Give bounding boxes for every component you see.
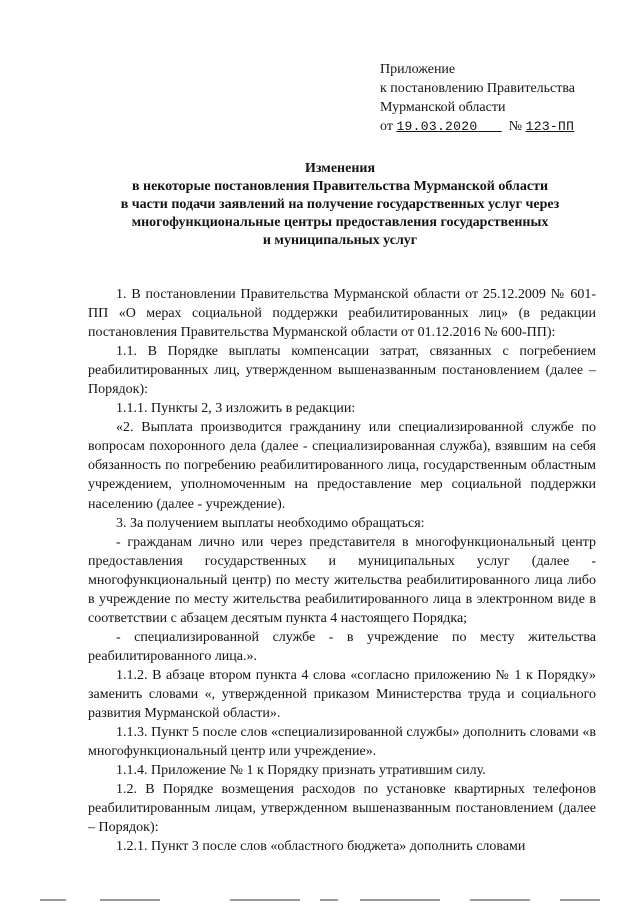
title-line-1: Изменения	[304, 161, 376, 176]
title-line-2: в некоторые постановления Правительства Мурманской области	[131, 179, 549, 194]
approval-date: 19.03.2020	[396, 119, 478, 134]
scan-edge-marks	[0, 894, 640, 905]
approval-number: 123-ПП	[525, 119, 575, 134]
paragraph-citizens: - гражданам лично или через представителя в многофункциональный центр предоставления государственных и муниципальных услуг (далее - многофункциональный центр) по месту жительства реабилитированного лица либо в учреждение по месту жительства реабилитированного лица в электронном виде в соответствии с абзацем десятым пункта 4 настоящего Порядка;	[88, 534, 596, 626]
document-body	[88, 285, 596, 856]
scan-mark	[560, 899, 600, 901]
scan-mark	[40, 899, 66, 901]
paragraph-1-1-1: 1.1.1. Пункты 2, 3 изложить в редакции:	[116, 401, 356, 417]
approval-block	[380, 60, 620, 136]
scan-mark	[470, 899, 530, 901]
paragraph-service: - специализированной службе - в учреждение по месту жительства реабилитированного лица.».	[88, 629, 596, 664]
paragraph-1-1: 1.1. В Порядке выплаты компенсации затрат, связанных с погребением реабилитированных лиц, утвержденном вышеназванным постановлением (далее – Порядок):	[88, 344, 596, 398]
paragraph-item-3: 3. За получением выплаты необходимо обращаться:	[116, 515, 425, 531]
paragraph-1-1-3: 1.1.3. Пункт 5 после слов «специализированной службы» дополнить словами «в многофункциональный центр или учреждение».	[88, 725, 596, 760]
title-line-4: многофункциональные центры предоставления государственных	[131, 215, 549, 230]
title-line-5: и муниципальных услуг	[262, 233, 418, 248]
paragraph-1-1-2: 1.1.2. В абзаце втором пункта 4 слова «согласно приложению № 1 к Порядку» заменить словами «, утвержденной приказом Министерства труда и социального развития Мурманской области».	[88, 667, 596, 722]
paragraph-1-2-1: 1.2.1. Пункт 3 после слов «областного бюджета» дополнить словами	[116, 839, 526, 855]
approval-line-1: Приложение	[380, 62, 456, 77]
document-title	[70, 160, 610, 250]
approval-line-2: к постановлению Правительства	[380, 81, 576, 96]
scan-mark	[230, 899, 300, 901]
approval-date-line	[380, 117, 620, 136]
paragraph-item-2: «2. Выплата производится гражданину или специализированной службе по вопросам похоронного дела (далее - специализированная служба), взявшим на себя обязанность по погребению реабилитированного лица, государственным областным учреждением, уполномоченным на предоставление мер социальной поддержки населению (далее - учреждение).	[88, 420, 596, 512]
title-line-3: в части подачи заявлений на получение государственных услуг через	[120, 197, 560, 212]
paragraph-1-2: 1.2. В Порядке возмещения расходов по установке квартирных телефонов реабилитированным лицам, утвержденном вышеназванным постановлением (далее – Порядок):	[88, 782, 596, 836]
approval-line-3: Мурманской области	[380, 100, 506, 115]
scan-mark	[100, 899, 160, 901]
scan-mark	[360, 899, 440, 901]
scan-mark	[320, 899, 338, 901]
paragraph-1-1-4: 1.1.4. Приложение № 1 к Порядку признать утратившим силу.	[116, 763, 486, 779]
paragraph-1: 1. В постановлении Правительства Мурманской области от 25.12.2009 № 601-ПП «О мерах социальной поддержки реабилитированных лиц» (в редакции постановления Правительства Мурманской области от 01.12.2016 № 600-ПП):	[88, 287, 596, 341]
number-prefix: №	[508, 119, 523, 134]
date-prefix: от	[380, 119, 393, 134]
